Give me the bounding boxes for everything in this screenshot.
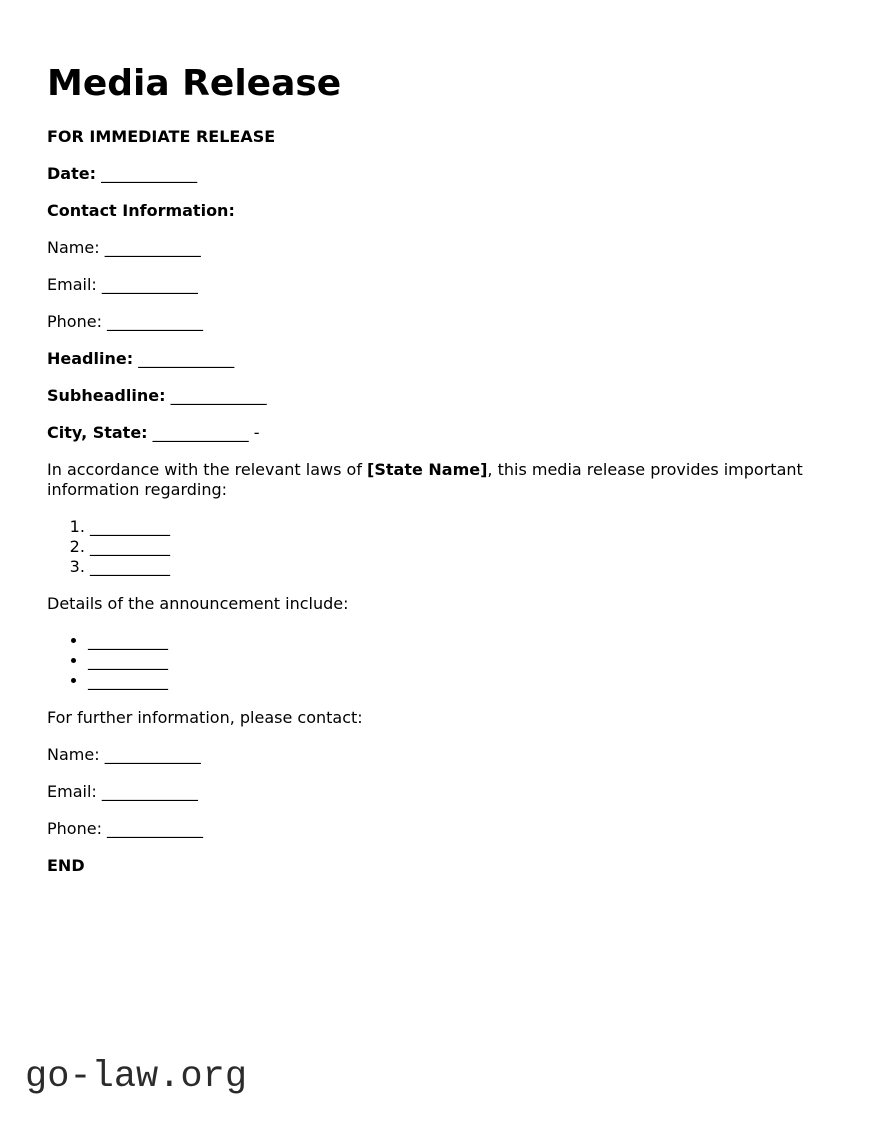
bullet-item-1-blank-line: __________ (88, 631, 168, 651)
contact-information-heading: Contact Information: (47, 201, 235, 221)
state-name-placeholder: [State Name] (367, 460, 488, 480)
further-phone-blank-line: ____________ (107, 819, 204, 839)
document-body (47, 62, 807, 893)
numbered-item-1-blank-line: __________ (90, 517, 170, 537)
subheadline-label: Subheadline: (47, 386, 166, 406)
headline-field (47, 349, 807, 369)
further-name-field (47, 745, 807, 765)
date-label: Date: (47, 164, 96, 184)
headline-label: Headline: (47, 349, 134, 369)
contact-phone-field (47, 312, 807, 332)
contact-phone-label: Phone: (47, 312, 102, 332)
numbered-item-3 (90, 557, 807, 577)
subheadline-blank-line: ____________ (170, 386, 267, 406)
details-heading: Details of the announcement include: (47, 594, 349, 614)
city-state-field (47, 423, 807, 443)
numbered-item-2-blank-line: __________ (90, 537, 170, 557)
intro-paragraph (47, 460, 807, 500)
city-state-suffix: - (253, 423, 260, 443)
numbered-item-3-blank-line: __________ (90, 557, 170, 577)
bullet-item-3 (88, 671, 807, 691)
regarding-numbered-list (47, 517, 807, 577)
contact-name-blank-line: ____________ (104, 238, 201, 258)
further-phone-label: Phone: (47, 819, 102, 839)
bullet-item-2-blank-line: __________ (88, 651, 168, 671)
further-contact-intro: For further information, please contact: (47, 708, 363, 728)
bullet-item-2 (88, 651, 807, 671)
further-phone-field (47, 819, 807, 839)
details-bullet-list (47, 631, 807, 691)
numbered-item-2 (90, 537, 807, 557)
date-blank-line: ____________ (101, 164, 198, 184)
contact-email-blank-line: ____________ (101, 275, 198, 295)
bullet-item-3-blank-line: __________ (88, 671, 168, 691)
city-state-blank-line: ____________ (152, 423, 249, 443)
city-state-label: City, State: (47, 423, 148, 443)
further-name-blank-line: ____________ (104, 745, 201, 765)
further-email-label: Email: (47, 782, 97, 802)
immediate-release-banner: FOR IMMEDIATE RELEASE (47, 127, 276, 147)
further-email-field (47, 782, 807, 802)
further-name-label: Name: (47, 745, 100, 765)
bullet-item-1 (88, 631, 807, 651)
subheadline-field (47, 386, 807, 406)
contact-name-label: Name: (47, 238, 100, 258)
contact-email-field (47, 275, 807, 295)
contact-name-field (47, 238, 807, 258)
intro-text-after: , this media release provides important information regarding: (47, 460, 803, 500)
footer-brand-logo: go-law.org (25, 1056, 248, 1098)
headline-blank-line: ____________ (138, 349, 235, 369)
end-marker: END (47, 856, 85, 876)
intro-text-before: In accordance with the relevant laws of (47, 460, 362, 480)
page-title: Media Release (47, 63, 342, 104)
contact-email-label: Email: (47, 275, 97, 295)
further-email-blank-line: ____________ (101, 782, 198, 802)
contact-phone-blank-line: ____________ (107, 312, 204, 332)
date-field (47, 164, 807, 184)
numbered-item-1 (90, 517, 807, 537)
